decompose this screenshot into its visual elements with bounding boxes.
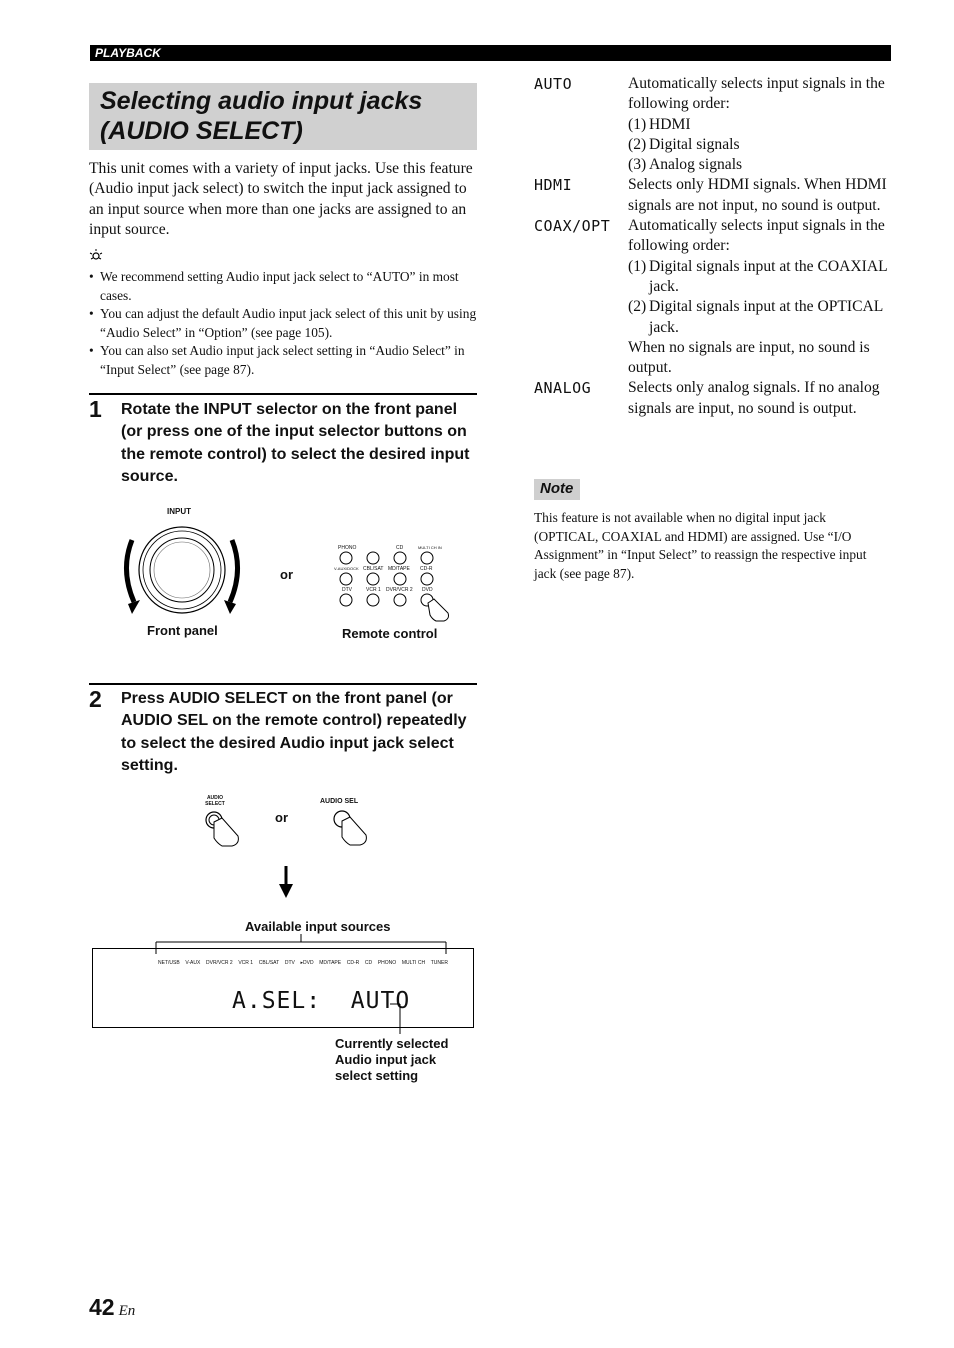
step-divider xyxy=(89,683,477,685)
remote-control-caption: Remote control xyxy=(342,626,438,641)
remote-input-buttons xyxy=(330,543,450,623)
option-row xyxy=(534,175,890,216)
remote-label: CBL/SAT xyxy=(363,566,384,572)
audio-select-button-icon xyxy=(198,806,246,848)
remote-label: MD/TAPE xyxy=(388,566,410,572)
option-row xyxy=(534,74,890,175)
remote-label: PHONO xyxy=(338,545,357,551)
step-2-text: Press AUDIO SELECT on the front panel (or AUDIO SEL on the remote control) repeatedly to select the desired Audio input jack select setting. xyxy=(121,690,467,775)
tip-item: • You can adjust the default Audio input jack select of this unit by using “Audio Select” in “Option” (see page 105). xyxy=(89,305,479,342)
remote-label: VCR 1 xyxy=(366,587,381,593)
source-indicator: DVR/VCR 2 xyxy=(206,960,233,966)
audio-sel-remote-label: AUDIO SEL xyxy=(320,798,359,805)
audio-sel-remote-button-icon xyxy=(326,806,374,848)
step-number: 2 xyxy=(89,686,102,712)
source-indicator: VCR 1 xyxy=(238,960,254,966)
page-lang: En xyxy=(118,1303,136,1319)
or-label: or xyxy=(275,810,288,825)
display-readout: A.SEL: AUTO xyxy=(232,988,411,1014)
available-sources-caption: Available input sources xyxy=(245,919,391,934)
option-desc: Selects only HDMI signals. When HDMI signals are not input, no sound is output. xyxy=(628,176,887,214)
options-table xyxy=(534,74,890,419)
option-desc: Automatically selects input signals in the following order: (1) HDMI (2) Digital signals (3) Analog signals xyxy=(628,75,885,174)
step-1-text: Rotate the INPUT selector on the front panel (or press one of the input selector buttons on the remote control) to select the desired input source. xyxy=(121,401,470,486)
section-label: PLAYBACK xyxy=(95,46,161,60)
option-desc: Selects only analog signals. If no analog signals are input, no sound is output. xyxy=(628,379,880,417)
remote-label: MULTI CH IN xyxy=(418,545,442,550)
source-indicator: V-AUX xyxy=(185,960,201,966)
source-indicator: ▸DVD xyxy=(300,960,314,966)
callout-line xyxy=(390,998,410,1036)
tip-icon xyxy=(89,248,103,262)
source-indicator: NET/USB xyxy=(158,960,180,966)
note-label: Note xyxy=(540,480,574,497)
tips-list xyxy=(89,268,479,379)
front-panel-caption: Front panel xyxy=(147,623,218,638)
step-divider xyxy=(89,393,477,395)
source-indicator: CD xyxy=(364,960,373,966)
note-text: This feature is not available when no digital input jack (OPTICAL, COAXIAL and HDMI) are assigned. Use “I/O Assignment” in “Input Select” to reassign the respective input jack (see page 87). xyxy=(534,510,867,581)
source-indicator: MD/TAPE xyxy=(319,960,342,966)
source-indicator: PHONO xyxy=(377,960,397,966)
remote-label: DVR/VCR 2 xyxy=(386,587,413,593)
page-footer xyxy=(89,1294,135,1321)
option-desc: Automatically selects input signals in the following order: (1) Digital signals input at the COAXIAL jack. (2) Digital signals input at the OPTICAL jack. When no signals are input, no sound is output. xyxy=(628,217,888,377)
intro-paragraph: This unit comes with a variety of input jacks. Use this feature (Audio input jack select) to switch the input jack assigned to an input source when more than one jacks are assigned to an input source. xyxy=(89,160,473,238)
title-line-2: (AUDIO SELECT) xyxy=(100,117,303,145)
audio-select-button-label: AUDIO SELECT xyxy=(205,795,225,807)
page-title xyxy=(100,86,470,146)
title-line-1: Selecting audio input jacks xyxy=(100,87,423,115)
remote-label: CD xyxy=(396,545,404,551)
source-indicator: CD-R xyxy=(346,960,360,966)
option-row xyxy=(534,216,890,378)
input-knob-label: INPUT xyxy=(167,507,191,516)
display-sources-row xyxy=(158,960,448,966)
page-number: 42 xyxy=(89,1294,115,1320)
header-bar xyxy=(90,45,891,61)
source-indicator: TUNER xyxy=(430,960,448,966)
option-key: HDMI xyxy=(534,176,573,195)
or-label: or xyxy=(280,567,293,582)
remote-label: DVD xyxy=(422,587,433,593)
remote-label: V-AUX/DOCK xyxy=(334,566,359,571)
step-number: 1 xyxy=(89,396,102,422)
source-indicator: CBL/SAT xyxy=(258,960,280,966)
option-key: ANALOG xyxy=(534,379,592,398)
down-arrow-icon xyxy=(279,866,293,898)
tip-item: • We recommend setting Audio input jack select to “AUTO” in most cases. xyxy=(89,268,479,305)
option-key: COAX/OPT xyxy=(534,217,611,236)
source-indicator: DTV xyxy=(284,960,295,966)
option-row xyxy=(534,378,890,419)
remote-label: CD-R xyxy=(420,566,433,572)
remote-label: DTV xyxy=(342,587,352,593)
input-knob-icon xyxy=(120,520,245,620)
current-setting-caption: Currently selected Audio input jack select setting xyxy=(335,1036,449,1083)
source-indicator: MULTI CH xyxy=(401,960,426,966)
tip-item: • You can also set Audio input jack select setting in “Audio Select” in “Input Select” (see page 87). xyxy=(89,342,479,379)
option-key: AUTO xyxy=(534,75,573,93)
